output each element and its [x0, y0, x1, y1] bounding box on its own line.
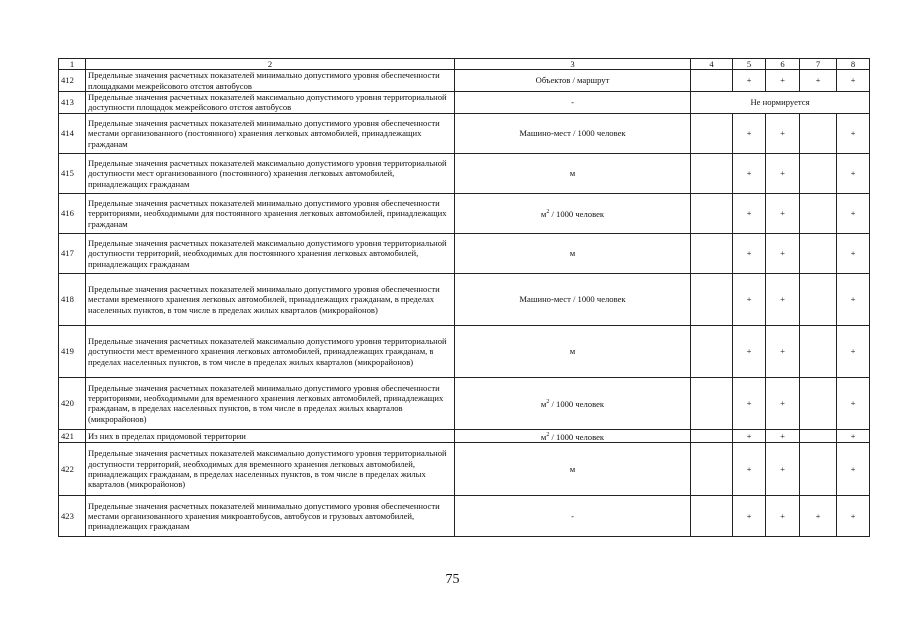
document-table	[58, 58, 870, 537]
row-col8: +	[837, 429, 870, 442]
table-row	[59, 429, 870, 442]
unit-rest: / 1000 человек	[549, 209, 605, 220]
row-unit: Машино-мест / 1000 человек	[455, 273, 691, 325]
column-header: 6	[766, 59, 800, 70]
table-row	[59, 496, 870, 537]
row-col5: +	[733, 325, 766, 377]
row-description: Предельные значения расчетных показателей максимально допустимого уровня территориальной доступности мест организованного (постоянного) хранения легковых автомобилей, принадлежащих гражданам	[86, 153, 455, 193]
row-col6: +	[766, 429, 800, 442]
row-unit: м	[455, 153, 691, 193]
row-col4	[691, 496, 733, 537]
row-col4	[691, 377, 733, 429]
column-header: 4	[691, 59, 733, 70]
row-col6: +	[766, 377, 800, 429]
table-row	[59, 193, 870, 233]
row-col4	[691, 429, 733, 442]
column-header: 2	[86, 59, 455, 70]
row-description: Предельные значения расчетных показателей максимально допустимого уровня территориальной доступности территорий, необходимых для постоянного хранения легковых автомобилей, принадлежащих гражданам	[86, 233, 455, 273]
column-header: 3	[455, 59, 691, 70]
row-number: 420	[59, 377, 86, 429]
row-unit: Машино-мест / 1000 человек	[455, 113, 691, 153]
column-header: 1	[59, 59, 86, 70]
row-unit	[455, 377, 691, 429]
row-col4	[691, 153, 733, 193]
row-col6: +	[766, 70, 800, 92]
unit-rest: / 1000 человек	[549, 399, 605, 410]
row-description: Предельные значения расчетных показателей минимально допустимого уровня обеспеченности территориями, необходимыми для временного хранения легковых автомобилей, принадлежащих гражданам, в пределах населенных пунктов, в том числе в пределах жилых кварталов (микрорайонов)	[86, 377, 455, 429]
row-col7	[800, 443, 837, 496]
row-col8: +	[837, 325, 870, 377]
row-col5: +	[733, 193, 766, 233]
row-col6: +	[766, 325, 800, 377]
row-number: 418	[59, 273, 86, 325]
row-number: 413	[59, 91, 86, 113]
row-unit: Объектов / маршрут	[455, 70, 691, 92]
row-col4	[691, 113, 733, 153]
table-row	[59, 233, 870, 273]
row-col7	[800, 153, 837, 193]
row-col5: +	[733, 273, 766, 325]
table-row	[59, 273, 870, 325]
unit-base: м	[540, 209, 547, 220]
row-col8: +	[837, 113, 870, 153]
row-col6: +	[766, 273, 800, 325]
row-description: Предельные значения расчетных показателей минимально допустимого уровня обеспеченности территориями, необходимыми для постоянного хранения легковых автомобилей, принадлежащих гражданам	[86, 193, 455, 233]
row-number: 414	[59, 113, 86, 153]
row-col5: +	[733, 443, 766, 496]
row-col8: +	[837, 443, 870, 496]
row-col5: +	[733, 233, 766, 273]
row-number: 422	[59, 443, 86, 496]
table-row	[59, 377, 870, 429]
row-col8: +	[837, 153, 870, 193]
page-number: 75	[445, 572, 460, 587]
row-col5: +	[733, 496, 766, 537]
unit-base: м	[540, 431, 547, 442]
row-description: Предельные значения расчетных показателей минимально допустимого уровня обеспеченности местами организованного (постоянного) хранения легковых автомобилей, принадлежащих гражданам	[86, 113, 455, 153]
row-unit	[455, 193, 691, 233]
row-col7	[800, 193, 837, 233]
row-number: 415	[59, 153, 86, 193]
row-number: 421	[59, 429, 86, 442]
row-col7	[800, 325, 837, 377]
row-col6: +	[766, 153, 800, 193]
row-col7: +	[800, 70, 837, 92]
column-header: 7	[800, 59, 837, 70]
row-description: Предельные значения расчетных показателей минимально допустимого уровня обеспеченности местами временного хранения легковых автомобилей, принадлежащих гражданам, в пределах населенных пунктов, в том числе в пределах жилых кварталов (микрорайонов)	[86, 273, 455, 325]
row-col7	[800, 429, 837, 442]
row-col6: +	[766, 496, 800, 537]
row-col5: +	[733, 153, 766, 193]
row-col6: +	[766, 113, 800, 153]
row-number: 419	[59, 325, 86, 377]
table-row	[59, 91, 870, 113]
row-col4	[691, 233, 733, 273]
row-col5: +	[733, 113, 766, 153]
row-number: 416	[59, 193, 86, 233]
table-row	[59, 153, 870, 193]
row-col4	[691, 443, 733, 496]
table-row	[59, 113, 870, 153]
row-description: Предельные значения расчетных показателей максимально допустимого уровня территориальной доступности территорий, необходимых для временного хранения легковых автомобилей, принадлежащих гражданам, в пределах населенных пунктов, в том числе в пределах жилых кварталов (микрорайонов)	[86, 443, 455, 496]
row-unit: м	[455, 443, 691, 496]
unit-superscript: 2	[546, 399, 550, 406]
row-col7	[800, 377, 837, 429]
row-col7	[800, 113, 837, 153]
row-col7	[800, 233, 837, 273]
row-col6: +	[766, 443, 800, 496]
row-col6: +	[766, 233, 800, 273]
row-col7: +	[800, 496, 837, 537]
row-col8: +	[837, 70, 870, 92]
row-description: Из них в пределах придомовой территории	[86, 429, 455, 442]
row-col5: +	[733, 429, 766, 442]
row-description: Предельные значения расчетных показателей максимально допустимого уровня территориальной доступности площадок межрейсового отстоя автобусов	[86, 91, 455, 113]
column-header: 8	[837, 59, 870, 70]
row-description: Предельные значения расчетных показателей минимально допустимого уровня обеспеченности местами организованного хранения микроавтобусов, автобусов и грузовых автомобилей, принадлежащих гражданам	[86, 496, 455, 537]
row-col7	[800, 273, 837, 325]
table-header-row	[59, 59, 870, 70]
table-row	[59, 325, 870, 377]
row-col4	[691, 193, 733, 233]
row-col4	[691, 325, 733, 377]
row-description: Предельные значения расчетных показателей минимально допустимого уровня обеспеченности площадками межрейсового отстоя автобусов	[86, 70, 455, 92]
row-col8: +	[837, 273, 870, 325]
row-col5: +	[733, 377, 766, 429]
row-merged-note: Не нормируется	[691, 91, 870, 113]
unit-base: м	[540, 399, 547, 410]
row-number: 417	[59, 233, 86, 273]
row-unit: м	[455, 233, 691, 273]
row-col8: +	[837, 193, 870, 233]
row-col8: +	[837, 233, 870, 273]
unit-superscript: 2	[546, 431, 550, 438]
row-col8: +	[837, 496, 870, 537]
table-row	[59, 443, 870, 496]
row-number: 412	[59, 70, 86, 92]
row-unit: -	[455, 91, 691, 113]
row-col4	[691, 273, 733, 325]
table-row	[59, 70, 870, 92]
row-col6: +	[766, 193, 800, 233]
row-description: Предельные значения расчетных показателей максимально допустимого уровня территориальной доступности мест временного хранения легковых автомобилей, принадлежащих гражданам, в пределах населенных пунктов, в том числе в пределах жилых кварталов (микрорайонов)	[86, 325, 455, 377]
row-unit: -	[455, 496, 691, 537]
row-col5: +	[733, 70, 766, 92]
row-unit	[455, 429, 691, 442]
unit-superscript: 2	[546, 209, 550, 216]
row-col4	[691, 70, 733, 92]
unit-rest: / 1000 человек	[549, 431, 605, 442]
row-unit: м	[455, 325, 691, 377]
row-number: 423	[59, 496, 86, 537]
column-header: 5	[733, 59, 766, 70]
row-col8: +	[837, 377, 870, 429]
